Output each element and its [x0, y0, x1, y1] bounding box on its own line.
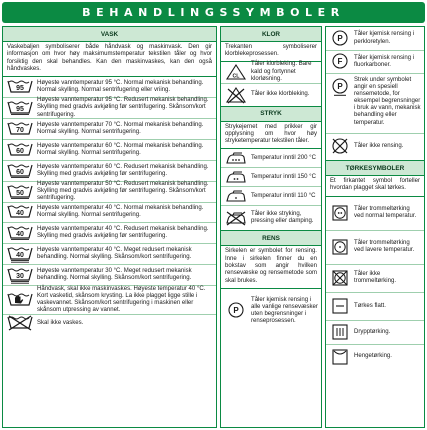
symbol-row	[326, 27, 424, 51]
symbol-description: Tåler trommeltørking ved normal temperatur.	[354, 206, 417, 220]
wash-tub-icon	[6, 162, 34, 180]
symbol-row	[326, 345, 424, 369]
symbol-row	[326, 134, 424, 160]
dry-clean-letter: F	[337, 57, 343, 66]
symbol-row	[3, 140, 216, 161]
symbol-cell	[326, 52, 354, 72]
symbol-description: Hengetørking.	[354, 353, 392, 360]
wash-tub-icon	[6, 141, 34, 159]
iron-icon	[224, 188, 248, 204]
tumble-dry-icon	[330, 203, 350, 223]
symbol-description: Skal ikke vaskes.	[37, 319, 84, 326]
symbol-cell	[3, 141, 37, 159]
symbol-description: Høyeste vanntemperatur 95 °C. Redusert mekanisk behandling. Skylling med gradvis avkjøling før sentrifugering. Skånsom/kort sentrifugering.	[37, 97, 209, 118]
no-bleach-icon	[225, 86, 247, 104]
wash-tub-icon	[6, 245, 34, 263]
flat-dry-icon	[330, 296, 350, 316]
symbol-description: Høyeste vanntemperatur 60 °C. Redusert mekanisk behandling. Skylling med gradvis avkjøling før sentrifugering.	[37, 163, 209, 177]
hang-dry-icon	[330, 347, 350, 367]
symbol-description: Tåler kjemisk rensing i fluorkarboner.	[354, 54, 415, 68]
chlorine-header: KLOR	[221, 27, 321, 42]
wash-temperature-label: 50	[16, 189, 24, 197]
symbol-cell	[3, 99, 37, 117]
ironing-rows	[221, 149, 321, 230]
wash-temperature-label: 70	[16, 126, 24, 134]
symbol-description: Tåler ikke klorbleking.	[251, 91, 310, 98]
page-title: BEHANDLINGSSYMBOLER	[82, 6, 345, 19]
wash-tub-icon	[6, 183, 34, 201]
wash-temperature-label: 30	[16, 273, 24, 281]
symbol-description: Høyeste vanntemperatur 70 °C. Normal mekanisk behandling. Normal skylling. Normal sentrifugering.	[37, 121, 204, 135]
symbol-cell	[326, 203, 354, 223]
symbol-cell	[326, 137, 354, 157]
symbol-row	[3, 244, 216, 265]
symbol-description: Høyeste vanntemperatur 40 °C. Normal mekanisk behandling. Normal skylling. Normal sentrifugering.	[37, 205, 204, 219]
cleaning-header: RENS	[221, 230, 321, 246]
symbol-row	[3, 203, 216, 224]
drying-header: TØRKESYMBOLER	[326, 160, 424, 176]
wash-temperature-label: 40	[16, 210, 24, 218]
cleaning-rows	[221, 289, 321, 333]
chlorine-rows	[221, 62, 321, 106]
symbol-row	[221, 168, 321, 187]
symbol-cell	[326, 347, 354, 367]
symbol-row	[3, 98, 216, 119]
wash-temperature-label: 60	[16, 168, 24, 176]
symbol-description: Tåler kjemisk rensing i alle vanlige rensevæsker uten begrensninger i renseprosessen.	[251, 296, 318, 325]
title-bar	[2, 2, 425, 23]
symbol-cell	[221, 188, 251, 204]
ironing-intro: Strykejernet med prikker gir opplysning om hvor høy stryketemperatur tekstilen tåler.	[221, 122, 321, 150]
symbol-cell	[221, 63, 251, 81]
symbol-row	[326, 265, 424, 293]
symbol-cell	[221, 301, 251, 321]
drip-dry-icon	[330, 322, 350, 342]
dry-clean-icon	[226, 301, 246, 321]
symbol-cell	[3, 183, 37, 201]
symbol-row	[221, 84, 321, 106]
symbol-row	[3, 265, 216, 286]
symbol-row	[3, 77, 216, 98]
symbol-row	[221, 187, 321, 206]
symbol-cell	[326, 268, 354, 288]
symbol-description: Høyeste vanntemperatur 30 °C. Meget redusert mekanisk behandling. Normal skylling. Skånsom/kort sentrifugering.	[37, 268, 192, 282]
wash-tub-icon	[6, 266, 34, 284]
symbol-description: Strek under symbolet angir en spesiell rensemetode, for eksempel begrensninger i bruk av vann, mekanisk behandling eller temperatur.	[354, 77, 421, 126]
tumble-dry-icon	[330, 237, 350, 257]
symbol-row	[3, 119, 216, 140]
symbol-description: Temperatur inntil 200 °C	[251, 154, 316, 161]
symbol-description: Tåler klorbleking. Bare kald og fortynnet klorløsning.	[251, 61, 312, 82]
symbol-cell	[326, 296, 354, 316]
symbol-row	[326, 197, 424, 231]
care-symbols-sheet	[2, 2, 425, 428]
dry-clean-icon	[330, 77, 350, 97]
bleach-icon	[225, 63, 247, 81]
no-iron-icon	[224, 210, 248, 226]
wash-tub-icon	[6, 120, 34, 138]
symbol-description: Tørkes flatt.	[354, 302, 386, 309]
wash-tub-icon	[6, 224, 34, 242]
symbol-cell	[3, 120, 37, 138]
cleaning-intro: Sirkelen er symbolet for rensing. Inne i sirkelen finner du en bokstav som angir hvilken rensevæske og rensemetode som skal brukes.	[221, 246, 321, 288]
symbol-description: Tåler kjemisk rensing i perkloretylen.	[354, 31, 415, 45]
wash-tub-icon	[6, 78, 34, 96]
symbol-cell	[3, 78, 37, 96]
symbol-cell	[326, 29, 354, 49]
symbol-row	[326, 321, 424, 345]
no-wash-icon	[6, 314, 34, 332]
symbol-description: Drypptørking.	[354, 328, 391, 335]
symbol-description: Tåler ikke stryking, pressing eller damping.	[251, 211, 314, 225]
symbol-description: Temperatur inntil 150 °C	[251, 173, 316, 180]
symbol-row	[326, 74, 424, 134]
symbol-row	[221, 149, 321, 168]
symbol-description: Høyeste vanntemperatur 50 °C. Redusert mekanisk behandling. Skylling med gradvis avkjøling før sentrifugering. Skånsom/kort sentrifugering.	[37, 180, 209, 202]
symbol-row	[221, 62, 321, 84]
wash-temperature-label: 95	[16, 85, 24, 93]
symbol-row	[3, 182, 216, 203]
symbol-row	[326, 51, 424, 74]
no-dry-clean-icon	[330, 137, 350, 157]
symbol-description: Høyeste vanntemperatur 40 °C. Redusert mekanisk behandling. Skylling med gradvis avkjøling før sentrifugering.	[37, 226, 209, 240]
wash-temperature-label: 40	[16, 252, 24, 260]
drying-rows	[326, 197, 424, 369]
dry-clean-letter: P	[337, 33, 343, 43]
symbol-row	[221, 206, 321, 230]
symbol-cell	[326, 322, 354, 342]
symbol-row	[3, 315, 216, 331]
drying-intro: Et firkantet symbol forteller hvordan plagget skal tørkes.	[326, 176, 424, 197]
symbol-row	[3, 161, 216, 182]
symbol-cell	[3, 162, 37, 180]
wash-tub-icon	[6, 203, 34, 221]
symbol-cell	[3, 314, 37, 332]
symbol-row	[3, 223, 216, 244]
symbol-cell	[221, 210, 251, 226]
symbol-description: Høyeste vanntemperatur 40 °C. Meget redusert mekanisk behandling. Normal skylling. Skånsom/kort sentrifugering.	[37, 247, 192, 261]
wash-tub-icon	[6, 99, 34, 117]
dry-clean-icon	[330, 52, 350, 72]
wash-rows	[3, 77, 216, 331]
wash-panel	[2, 26, 217, 428]
no-tumble-dry-icon	[330, 268, 350, 288]
symbol-description: Tåler trommeltørking ved lavere temperatur.	[354, 240, 415, 254]
symbol-description: Høyeste vanntemperatur 95 °C. Normal mekanisk behandling. Normal skylling. Normal sentrifugering eller vriing.	[37, 80, 204, 94]
dry-clean-letter: P	[337, 82, 343, 91]
symbol-cell	[3, 224, 37, 242]
ironing-header: STRYK	[221, 106, 321, 122]
symbol-cell	[3, 203, 37, 221]
symbol-description: Tåler ikke trommeltørking.	[354, 271, 396, 285]
symbol-row	[326, 231, 424, 265]
symbol-cell	[221, 86, 251, 104]
right-panel	[325, 26, 425, 428]
symbol-cell	[326, 77, 354, 97]
symbol-row	[3, 286, 216, 315]
wash-temperature-label: 40	[16, 231, 24, 239]
symbol-cell	[3, 291, 37, 309]
symbol-cell	[221, 169, 251, 185]
symbol-description: Håndvask, skal ikke maskinvaskes. Høyeste temperatur 40 °C. Kort vasketid, skånsom krysting. La ikke plagget ligge stille i vaskevannet. Skånsom/kort sentrifugering i maskinen eller skånsom utpressing av vannet.	[37, 285, 206, 314]
wash-temperature-label: 60	[16, 147, 24, 155]
chlorine-intro: Trekanten symboliserer klorblekeprosessen.	[221, 42, 321, 62]
bleach-symbol-label: CL	[232, 73, 240, 80]
symbol-row	[221, 289, 321, 333]
dry-clean-letter: P	[233, 305, 239, 315]
wash-temperature-label: 95	[16, 106, 24, 114]
hand-wash-icon	[6, 291, 34, 309]
symbol-row	[326, 293, 424, 321]
symbol-cell	[326, 237, 354, 257]
symbol-description: Temperatur inntil 110 °C	[251, 192, 316, 199]
cleaning-rows-continued	[326, 27, 424, 160]
symbol-cell	[221, 150, 251, 166]
symbol-cell	[3, 266, 37, 284]
iron-icon	[224, 150, 248, 166]
middle-panel	[220, 26, 322, 428]
symbol-cell	[3, 245, 37, 263]
wash-header: VASK	[3, 27, 216, 42]
symbol-description: Høyeste vanntemperatur 60 °C. Normal mekanisk behandling. Normal skylling. Normal sentrifugering.	[37, 142, 204, 156]
dry-clean-icon	[330, 29, 350, 49]
iron-icon	[224, 169, 248, 185]
symbol-description: Tåler ikke rensing.	[354, 143, 404, 150]
wash-intro: Vaskebaljen symboliserer både håndvask og maskinvask. Den gir informasjon om hvor høy maksimumstemperatur tekstilen tåler og hvor forsiktig den skal behandles. Kan den maskinvaskes, kan den også håndvaskes.	[3, 42, 216, 77]
